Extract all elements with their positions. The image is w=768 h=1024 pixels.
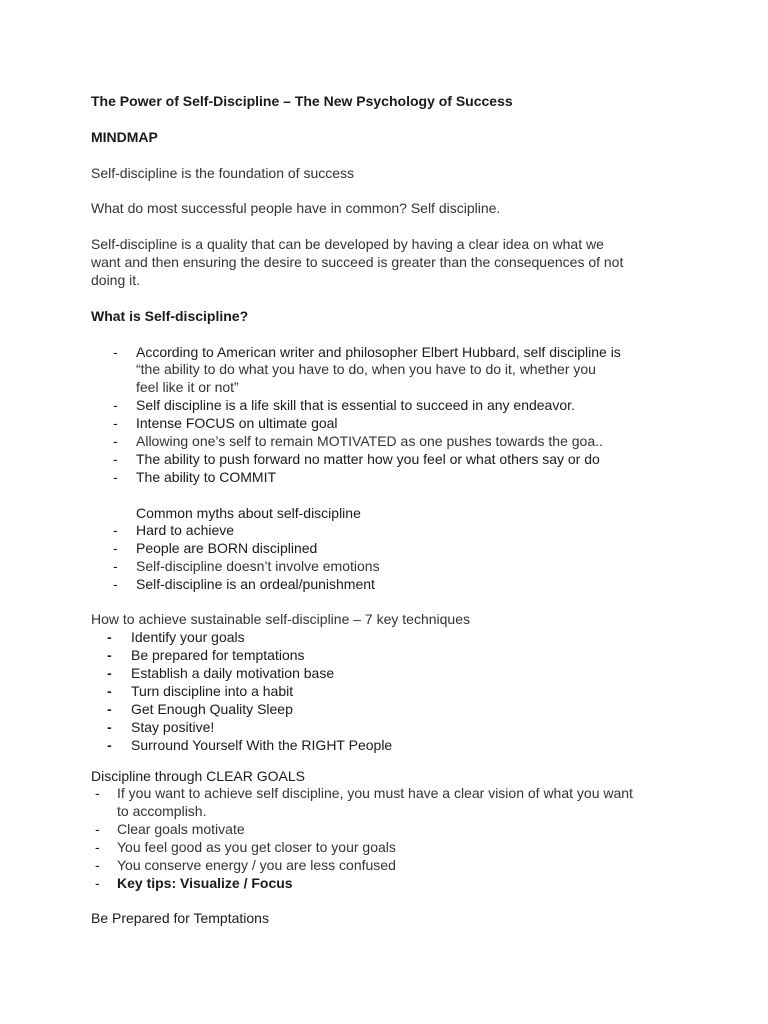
technique-item: Turn discipline into a habit [131, 683, 294, 699]
myth-item: Self-discipline doesn’t involve emotions [136, 558, 380, 574]
bullet-dash: - [107, 683, 112, 699]
myth-item: People are BORN disciplined [136, 540, 318, 556]
bullet-dash: - [107, 719, 112, 735]
clear-goals-item: to accomplish. [117, 803, 207, 819]
intro-paragraph-2: What do most successful people have in common? Self discipline. [91, 200, 501, 216]
bullet-dash: - [113, 522, 118, 538]
technique-item: Identify your goals [131, 629, 245, 645]
clear-goals-key-tips: Key tips: Visualize / Focus [117, 875, 293, 891]
clear-goals-heading: Discipline through CLEAR GOALS [91, 768, 305, 784]
myths-heading: Common myths about self-discipline [136, 505, 361, 521]
bullet-dash: - [95, 857, 100, 873]
bullet-dash: - [113, 558, 118, 574]
bullet-dash: - [95, 821, 100, 837]
bullet-dash: - [107, 629, 112, 645]
bullet-dash: - [113, 397, 118, 413]
myth-item: Hard to achieve [136, 522, 235, 538]
document-title: The Power of Self-Discipline – The New Psychology of Success [91, 93, 513, 109]
intro-paragraph-3-line-3: doing it. [91, 272, 141, 288]
bullet-dash: - [113, 469, 118, 485]
clear-goals-item: Clear goals motivate [117, 821, 245, 837]
intro-paragraph-3-line-1: Self-discipline is a quality that can be developed by having a clear idea on what we [91, 236, 604, 252]
bullet-dash: - [107, 665, 112, 681]
technique-item: Surround Yourself With the RIGHT People [131, 737, 393, 753]
bullet-dash: - [107, 701, 112, 717]
what-is-item: Self discipline is a life skill that is essential to succeed in any endeavor. [136, 397, 575, 413]
what-is-item: “the ability to do what you have to do, when you have to do it, whether you [136, 361, 596, 377]
clear-goals-item: You feel good as you get closer to your goals [117, 839, 396, 855]
bullet-dash: - [95, 875, 100, 891]
bullet-dash: - [113, 576, 118, 592]
bullet-dash: - [107, 737, 112, 753]
intro-paragraph-1: Self-discipline is the foundation of success [91, 165, 355, 181]
technique-item: Be prepared for temptations [131, 647, 305, 663]
what-is-item: According to American writer and philosopher Elbert Hubbard, self discipline is [136, 344, 621, 360]
what-is-heading: What is Self-discipline? [91, 308, 249, 324]
bullet-dash: - [95, 839, 100, 855]
clear-goals-item: If you want to achieve self discipline, you must have a clear vision of what you want [117, 785, 633, 801]
bullet-dash: - [113, 433, 118, 449]
mindmap-heading: MINDMAP [91, 129, 158, 145]
technique-item: Stay positive! [131, 719, 215, 735]
what-is-item: The ability to push forward no matter how you feel or what others say or do [136, 451, 600, 467]
clear-goals-item: You conserve energy / you are less confused [117, 857, 396, 873]
intro-paragraph-3-line-2: want and then ensuring the desire to succeed is greater than the consequences of not [91, 254, 624, 270]
what-is-item: The ability to COMMIT [136, 469, 277, 485]
bullet-dash: - [113, 540, 118, 556]
temptations-heading: Be Prepared for Temptations [91, 910, 269, 926]
bullet-dash: - [113, 344, 118, 360]
technique-item: Establish a daily motivation base [131, 665, 335, 681]
what-is-item: feel like it or not” [136, 379, 239, 395]
bullet-dash: - [95, 785, 100, 801]
technique-item: Get Enough Quality Sleep [131, 701, 293, 717]
what-is-item: Allowing one’s self to remain MOTIVATED as one pushes towards the goa.. [136, 433, 603, 449]
techniques-heading: How to achieve sustainable self-discipline – 7 key techniques [91, 611, 470, 627]
bullet-dash: - [113, 415, 118, 431]
bullet-dash: - [113, 451, 118, 467]
what-is-item: Intense FOCUS on ultimate goal [136, 415, 338, 431]
bullet-dash: - [107, 647, 112, 663]
myth-item: Self-discipline is an ordeal/punishment [136, 576, 375, 592]
